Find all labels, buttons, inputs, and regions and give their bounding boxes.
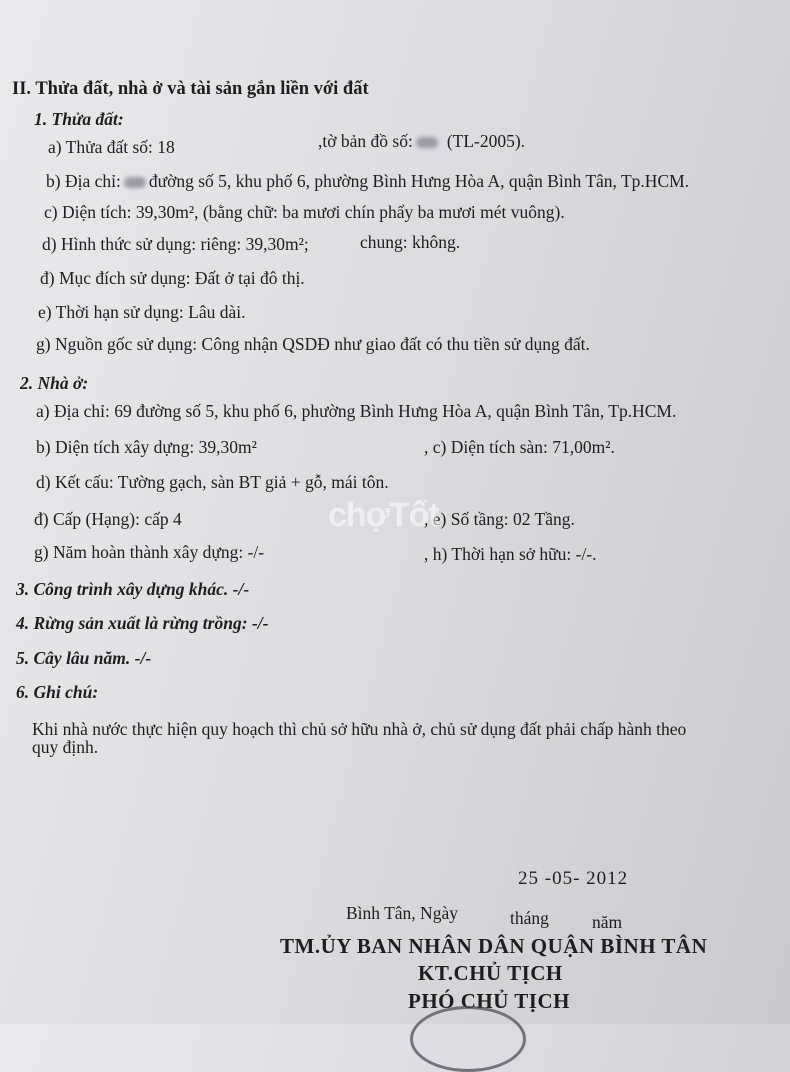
signature-month-label: tháng [510, 908, 549, 928]
notes-heading: 6. Ghi chú: [16, 682, 99, 702]
land-address: b) Địa chỉ: đường số 5, khu phố 6, phường Bình Hưng Hòa A, quận Bình Tân, Tp.HCM. [46, 171, 690, 191]
signature-role-vice-chair: PHÓ CHỦ TỊCH [408, 989, 570, 1013]
land-map-sheet: ,tờ bản đồ số: (TL-2005). [318, 131, 526, 151]
land-heading: 1. Thửa đất: [34, 109, 124, 129]
land-area: c) Diện tích: 39,30m², (bằng chữ: ba mươi chín phẩy ba mươi mét vuông). [44, 202, 565, 222]
house-completion-year: g) Năm hoàn thành xây dựng: -/- [34, 542, 265, 562]
land-origin: g) Nguồn gốc sử dụng: Công nhận QSDĐ như giao đất có thu tiền sử dụng đất. [36, 334, 590, 354]
house-grade: đ) Cấp (Hạng): cấp 4 [34, 509, 182, 529]
watermark-logo: chợTốt [328, 496, 439, 534]
house-heading: 2. Nhà ở: [20, 373, 89, 393]
notes-text-line2: quy định. [32, 737, 99, 757]
redacted-house-number [124, 177, 146, 188]
signature-year-label: năm [592, 912, 623, 932]
house-structure: d) Kết cấu: Tường gạch, sàn BT giả + gỗ, mái tôn. [36, 472, 389, 492]
land-usage-shared: chung: không. [360, 232, 461, 252]
stamp-seal [410, 1006, 526, 1072]
signature-organization: TM.ỦY BAN NHÂN DÂN QUẬN BÌNH TÂN [280, 934, 708, 958]
perennial-trees: 5. Cây lâu năm. -/- [16, 648, 152, 668]
land-usage-form: d) Hình thức sử dụng: riêng: 39,30m²; [42, 234, 309, 254]
other-construction: 3. Công trình xây dựng khác. -/- [16, 579, 250, 599]
house-address: a) Địa chỉ: 69 đường số 5, khu phố 6, phường Bình Hưng Hòa A, quận Bình Tân, Tp.HCM. [36, 401, 677, 421]
redacted-map-number [416, 137, 438, 148]
house-floor-area: , c) Diện tích sàn: 71,00m². [424, 437, 615, 457]
production-forest: 4. Rừng sản xuất là rừng trồng: -/- [16, 613, 269, 633]
land-term: e) Thời hạn sử dụng: Lâu dài. [38, 302, 246, 322]
signature-role-deputy: KT.CHỦ TỊCH [418, 961, 563, 985]
notes-text-line1: Khi nhà nước thực hiện quy hoạch thì chủ sở hữu nhà ở, chủ sử dụng đất phải chấp hành theo [32, 719, 687, 739]
signature-place-date: Bình Tân, Ngày [346, 903, 458, 923]
land-purpose: đ) Mục đích sử dụng: Đất ở tại đô thị. [40, 268, 305, 288]
land-plot-number: a) Thửa đất số: 18 [48, 137, 175, 157]
section-heading: II. Thửa đất, nhà ở và tài sản gắn liền với đất [12, 79, 369, 99]
signature-date: 25 -05- 2012 [518, 868, 629, 889]
house-floors: , e) Số tầng: 02 Tầng. [424, 509, 575, 529]
house-ownership-term: , h) Thời hạn sở hữu: -/-. [424, 544, 597, 564]
house-building-area: b) Diện tích xây dựng: 39,30m² [36, 437, 257, 457]
